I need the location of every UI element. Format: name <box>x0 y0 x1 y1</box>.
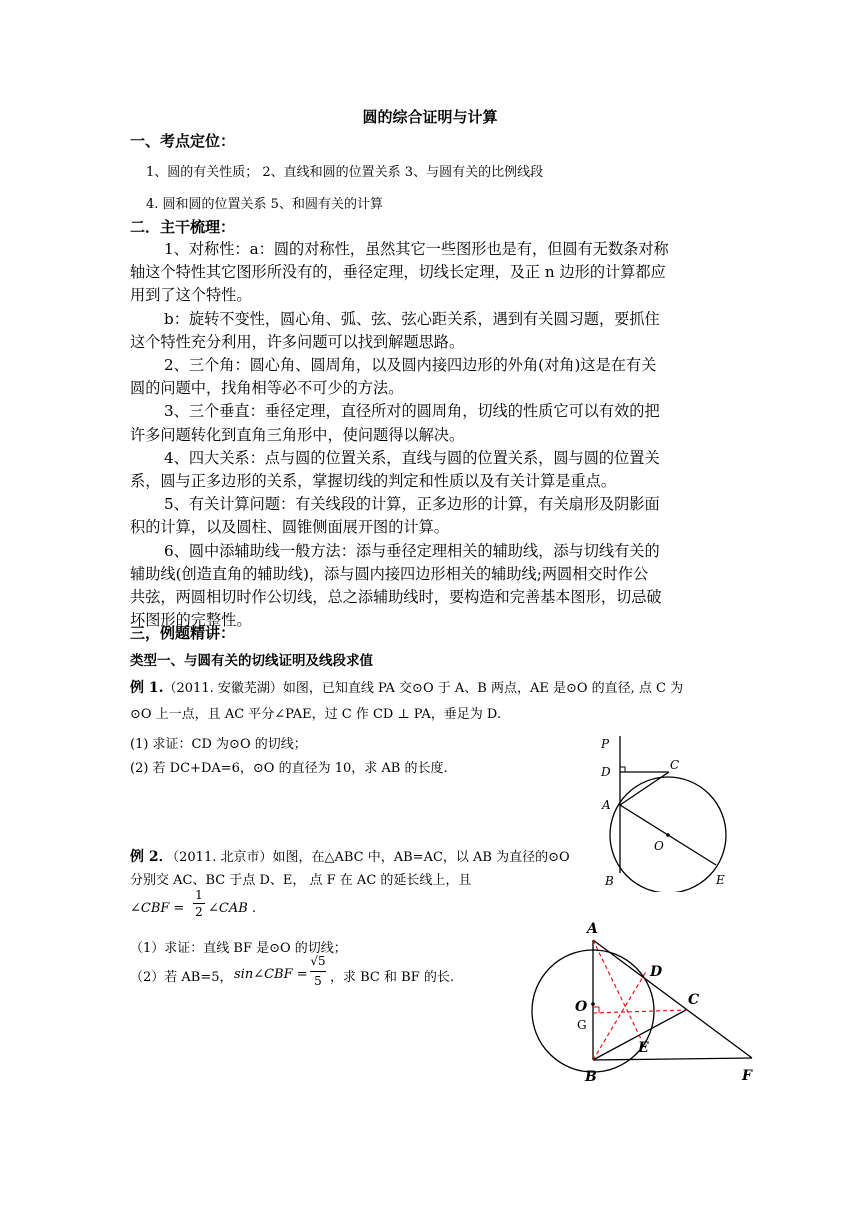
example-2-line-1 <box>130 846 570 866</box>
summary-line: 坏图形的完整性。 <box>130 611 252 630</box>
q2-denominator: 5 <box>314 974 322 988</box>
q2-numerator: √5 <box>310 954 326 968</box>
summary-line: 轴这个特性其它图形所没有的，垂径定理，切线长定理，及正 n 边形的计算都应 <box>130 263 666 282</box>
summary-paragraphs <box>130 238 730 632</box>
right-angle-D <box>620 767 625 772</box>
label-B: B <box>605 874 614 888</box>
example-1-question-1: (1) 求证：CD 为⊙O 的切线； <box>130 737 307 752</box>
example-2-text-1: （2011. 北京市）如图，在△ABC 中，AB=AC，以 AB 为直径的⊙O <box>172 850 570 865</box>
line-AF <box>593 940 752 1058</box>
q2-left: （2）若 AB=5， <box>130 970 233 985</box>
summary-line: 共弦，两圆相切时作公切线，总之添辅助线时，要构造和完善基本图形，切忌破 <box>130 588 662 607</box>
section-heading-2: 二．主干梳理： <box>130 218 236 236</box>
fraction-denominator: 2 <box>195 905 203 919</box>
summary-line: 2、三个角：圆心角、圆周角，以及圆内接四边形的外角(对角)这是在有关 <box>164 356 657 375</box>
example-1-line-1 <box>130 677 683 697</box>
topic-row-2: 4. 圆和圆的位置关系 5、和圆有关的计算 <box>146 197 383 212</box>
label-B: B <box>585 1069 597 1085</box>
formula-right: ∠CAB . <box>208 901 257 916</box>
label-O: O <box>575 999 588 1015</box>
label-G: G <box>577 1018 587 1032</box>
page-title: 圆的综合证明与计算 <box>362 108 498 126</box>
summary-line: 圆的问题中，找角相等必不可少的方法。 <box>130 379 404 398</box>
summary-line: 辅助线(创造直角的辅助线)，添与圆内接四边形相关的辅助线;两圆相交时作公 <box>130 564 649 583</box>
section-heading-1: 一、考点定位： <box>130 132 236 150</box>
summary-line: 6、圆中添辅助线一般方法：添与垂径定理相关的辅助线，添与切线有关的 <box>164 541 660 560</box>
summary-line: 5、有关计算问题：有关线段的计算，正多边形的计算，有关扇形及阴影面 <box>164 495 660 514</box>
summary-line: 3、三个垂直：垂径定理，直径所对的圆周角，切线的性质它可以有效的把 <box>164 402 660 421</box>
summary-line: 许多问题转化到直角三角形中，使问题得以解决。 <box>130 425 465 444</box>
label-O: O <box>654 839 664 853</box>
summary-line: b：旋转不变性，圆心角、弧、弦、弦心距关系，遇到有关圆习题，要抓住 <box>164 309 660 328</box>
center-point-O <box>591 1002 595 1006</box>
summary-line: 系，圆与正多边形的关系，掌握切线的判定和性质以及有关计算是重点。 <box>130 472 616 491</box>
q2-fraction-bar <box>310 971 326 972</box>
example-2-question-1: （1）求证：直线 BF 是⊙O 的切线； <box>130 941 347 956</box>
example-2-label: 例 2． <box>130 849 173 865</box>
fraction-numerator: 1 <box>195 888 203 902</box>
example-2-line-2: 分别交 AC、BC 于点 D、E， 点 F 在 AC 的延长线上，且 <box>130 873 472 888</box>
example-1-question-2: (2) 若 DC+DA=6，⊙O 的直径为 10，求 AB 的长度. <box>130 761 448 776</box>
dashed-GC <box>593 1010 686 1013</box>
line-BF <box>593 1058 752 1060</box>
summary-line: 这个特性充分利用，许多问题可以找到解题思路。 <box>130 332 465 351</box>
q2-sin: sin∠CBF = <box>234 967 308 982</box>
figure-2-diagram <box>520 918 770 1088</box>
label-F: F <box>742 1068 752 1084</box>
section-heading-3: 三，例题精讲： <box>130 624 236 642</box>
example-2-question-2 <box>130 954 510 997</box>
example-1-line-2: ⊙O 上一点，且 AC 平分∠PAE，过 C 作 CD ⊥ PA，垂足为 D. <box>130 707 501 722</box>
label-D: D <box>601 765 611 779</box>
label-E: E <box>716 873 725 887</box>
topic-row-1: 1、圆的有关性质； 2、直线和圆的位置关系 3、与圆有关的比例线段 <box>146 165 544 180</box>
example-1-text-1: （2011. 安徽芜湖）如图，已知直线 PA 交⊙O 于 A、B 两点，AE 是⊙O 的直径, 点 C 为 <box>163 681 684 696</box>
label-D: D <box>650 964 663 980</box>
summary-line: 1、对称性：a：圆的对称性，虽然其它一些图形也是有，但圆有无数条对称 <box>164 240 669 258</box>
summary-line: 用到了这个特性。 <box>130 286 252 305</box>
summary-line: 4、四大关系：点与圆的位置关系，直线与圆的位置关系，圆与圆的位置关 <box>164 448 660 467</box>
formula-left: ∠CBF = <box>130 901 185 916</box>
label-E: E <box>638 1040 649 1056</box>
example-1-label: 例 1. <box>130 680 164 696</box>
label-A: A <box>587 921 598 937</box>
right-angle-G <box>593 1007 599 1013</box>
label-P: P <box>601 737 610 751</box>
label-C: C <box>688 992 700 1008</box>
q2-right: ，求 BC 和 BF 的长. <box>330 970 454 985</box>
fraction-bar <box>193 903 205 904</box>
label-A: A <box>602 798 611 812</box>
type-heading-1: 类型一、与圆有关的切线证明及线段求值 <box>130 653 373 669</box>
summary-line: 积的计算，以及圆柱、圆锥侧面展开图的计算。 <box>130 518 449 537</box>
center-point-O <box>666 833 670 837</box>
label-C: C <box>670 758 680 772</box>
figure-1-diagram <box>590 732 760 892</box>
line-AC <box>620 772 669 805</box>
